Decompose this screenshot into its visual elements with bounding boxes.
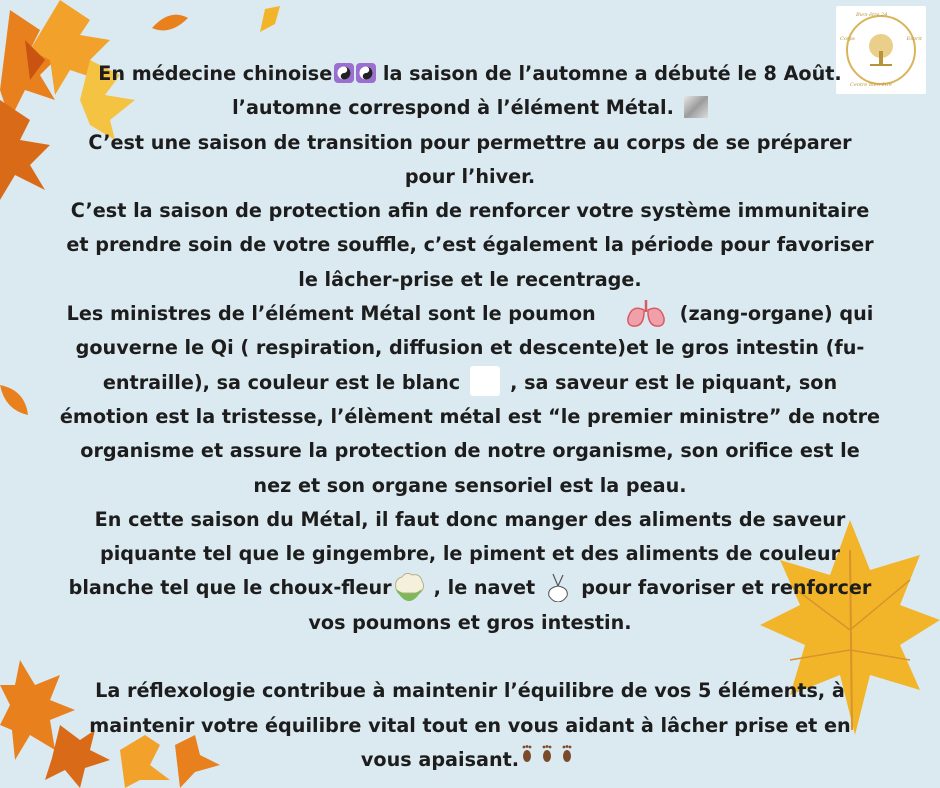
white-square-icon: [470, 366, 500, 396]
line: vos poumons et gros intestin.: [308, 610, 632, 634]
yin-yang-icon: [356, 63, 376, 83]
text-segment: vous apaisant.: [360, 747, 520, 771]
lungs-icon: [624, 298, 668, 328]
text-segment: , le navet: [433, 576, 536, 600]
line: [40, 743, 900, 778]
leaf-small-left: [0, 380, 30, 420]
yin-yang-icon: [334, 63, 354, 83]
leaf-small-top-2: [255, 4, 285, 34]
text-segment: entraille), sa couleur est le blanc: [102, 370, 461, 394]
line: gouverne le Qi ( respiration, diffusion et descente)et le gros intestin (fu-: [75, 336, 865, 360]
logo-top-text: Bien-être 24: [856, 12, 888, 18]
text-segment: pour favoriser et renforcer: [581, 576, 872, 600]
line: [40, 297, 900, 331]
line: C’est une saison de transition pour permettre au corps de se préparer: [88, 130, 852, 154]
text-segment: blanche tel que le choux-fleur: [68, 576, 392, 600]
turnip-icon: [543, 572, 573, 602]
line: La réflexologie contribue à maintenir l’équilibre de vos 5 éléments, à: [95, 679, 845, 703]
line: [40, 366, 900, 400]
line: piquante tel que le gingembre, le piment et des aliments de couleur: [99, 542, 841, 566]
main-text: [40, 57, 900, 778]
text-segment: , sa saveur est le piquant, son: [510, 370, 838, 394]
text-segment: (zang-organe) qui: [679, 302, 874, 326]
line: et prendre soin de votre souffle, c’est également la période pour favoriser: [66, 233, 874, 257]
line: [40, 57, 900, 91]
metal-icon: [684, 96, 708, 118]
line: pour l’hiver.: [404, 164, 536, 188]
line: émotion est la tristesse, l’élèment métal est “le premier ministre” de notre: [59, 404, 881, 428]
text-segment: la saison de l’automne a débuté le 8 Août.: [376, 62, 842, 85]
line: En cette saison du Métal, il faut donc manger des aliments de saveur: [94, 507, 846, 531]
footprints-icon: [519, 741, 579, 775]
line: le lâcher-prise et le recentrage.: [298, 267, 642, 291]
spacer: [40, 640, 900, 674]
line: nez et son organe sensoriel est la peau.: [253, 473, 687, 497]
line: C’est la saison de protection afin de renforcer votre système immunitaire: [70, 199, 870, 223]
text-segment: En médecine chinoise: [98, 62, 333, 85]
logo-left-text: Corps: [840, 36, 855, 42]
line: organisme et assure la protection de notre organisme, son orifice est le: [80, 439, 860, 463]
leaf-small-top: [150, 8, 190, 38]
text-segment: Les ministres de l’élément Métal sont le poumon: [66, 302, 596, 326]
logo-bottom-text: Centre bien-être: [850, 82, 892, 88]
line: maintenir votre équilibre vital tout en vous aidant à lâcher prise et en: [89, 713, 851, 737]
line: [40, 571, 900, 605]
text-segment: l’automne correspond à l’élément Métal.: [232, 96, 674, 120]
cauliflower-icon: [392, 571, 426, 603]
line: [40, 91, 900, 125]
logo-right-text: Esprit: [906, 36, 922, 42]
